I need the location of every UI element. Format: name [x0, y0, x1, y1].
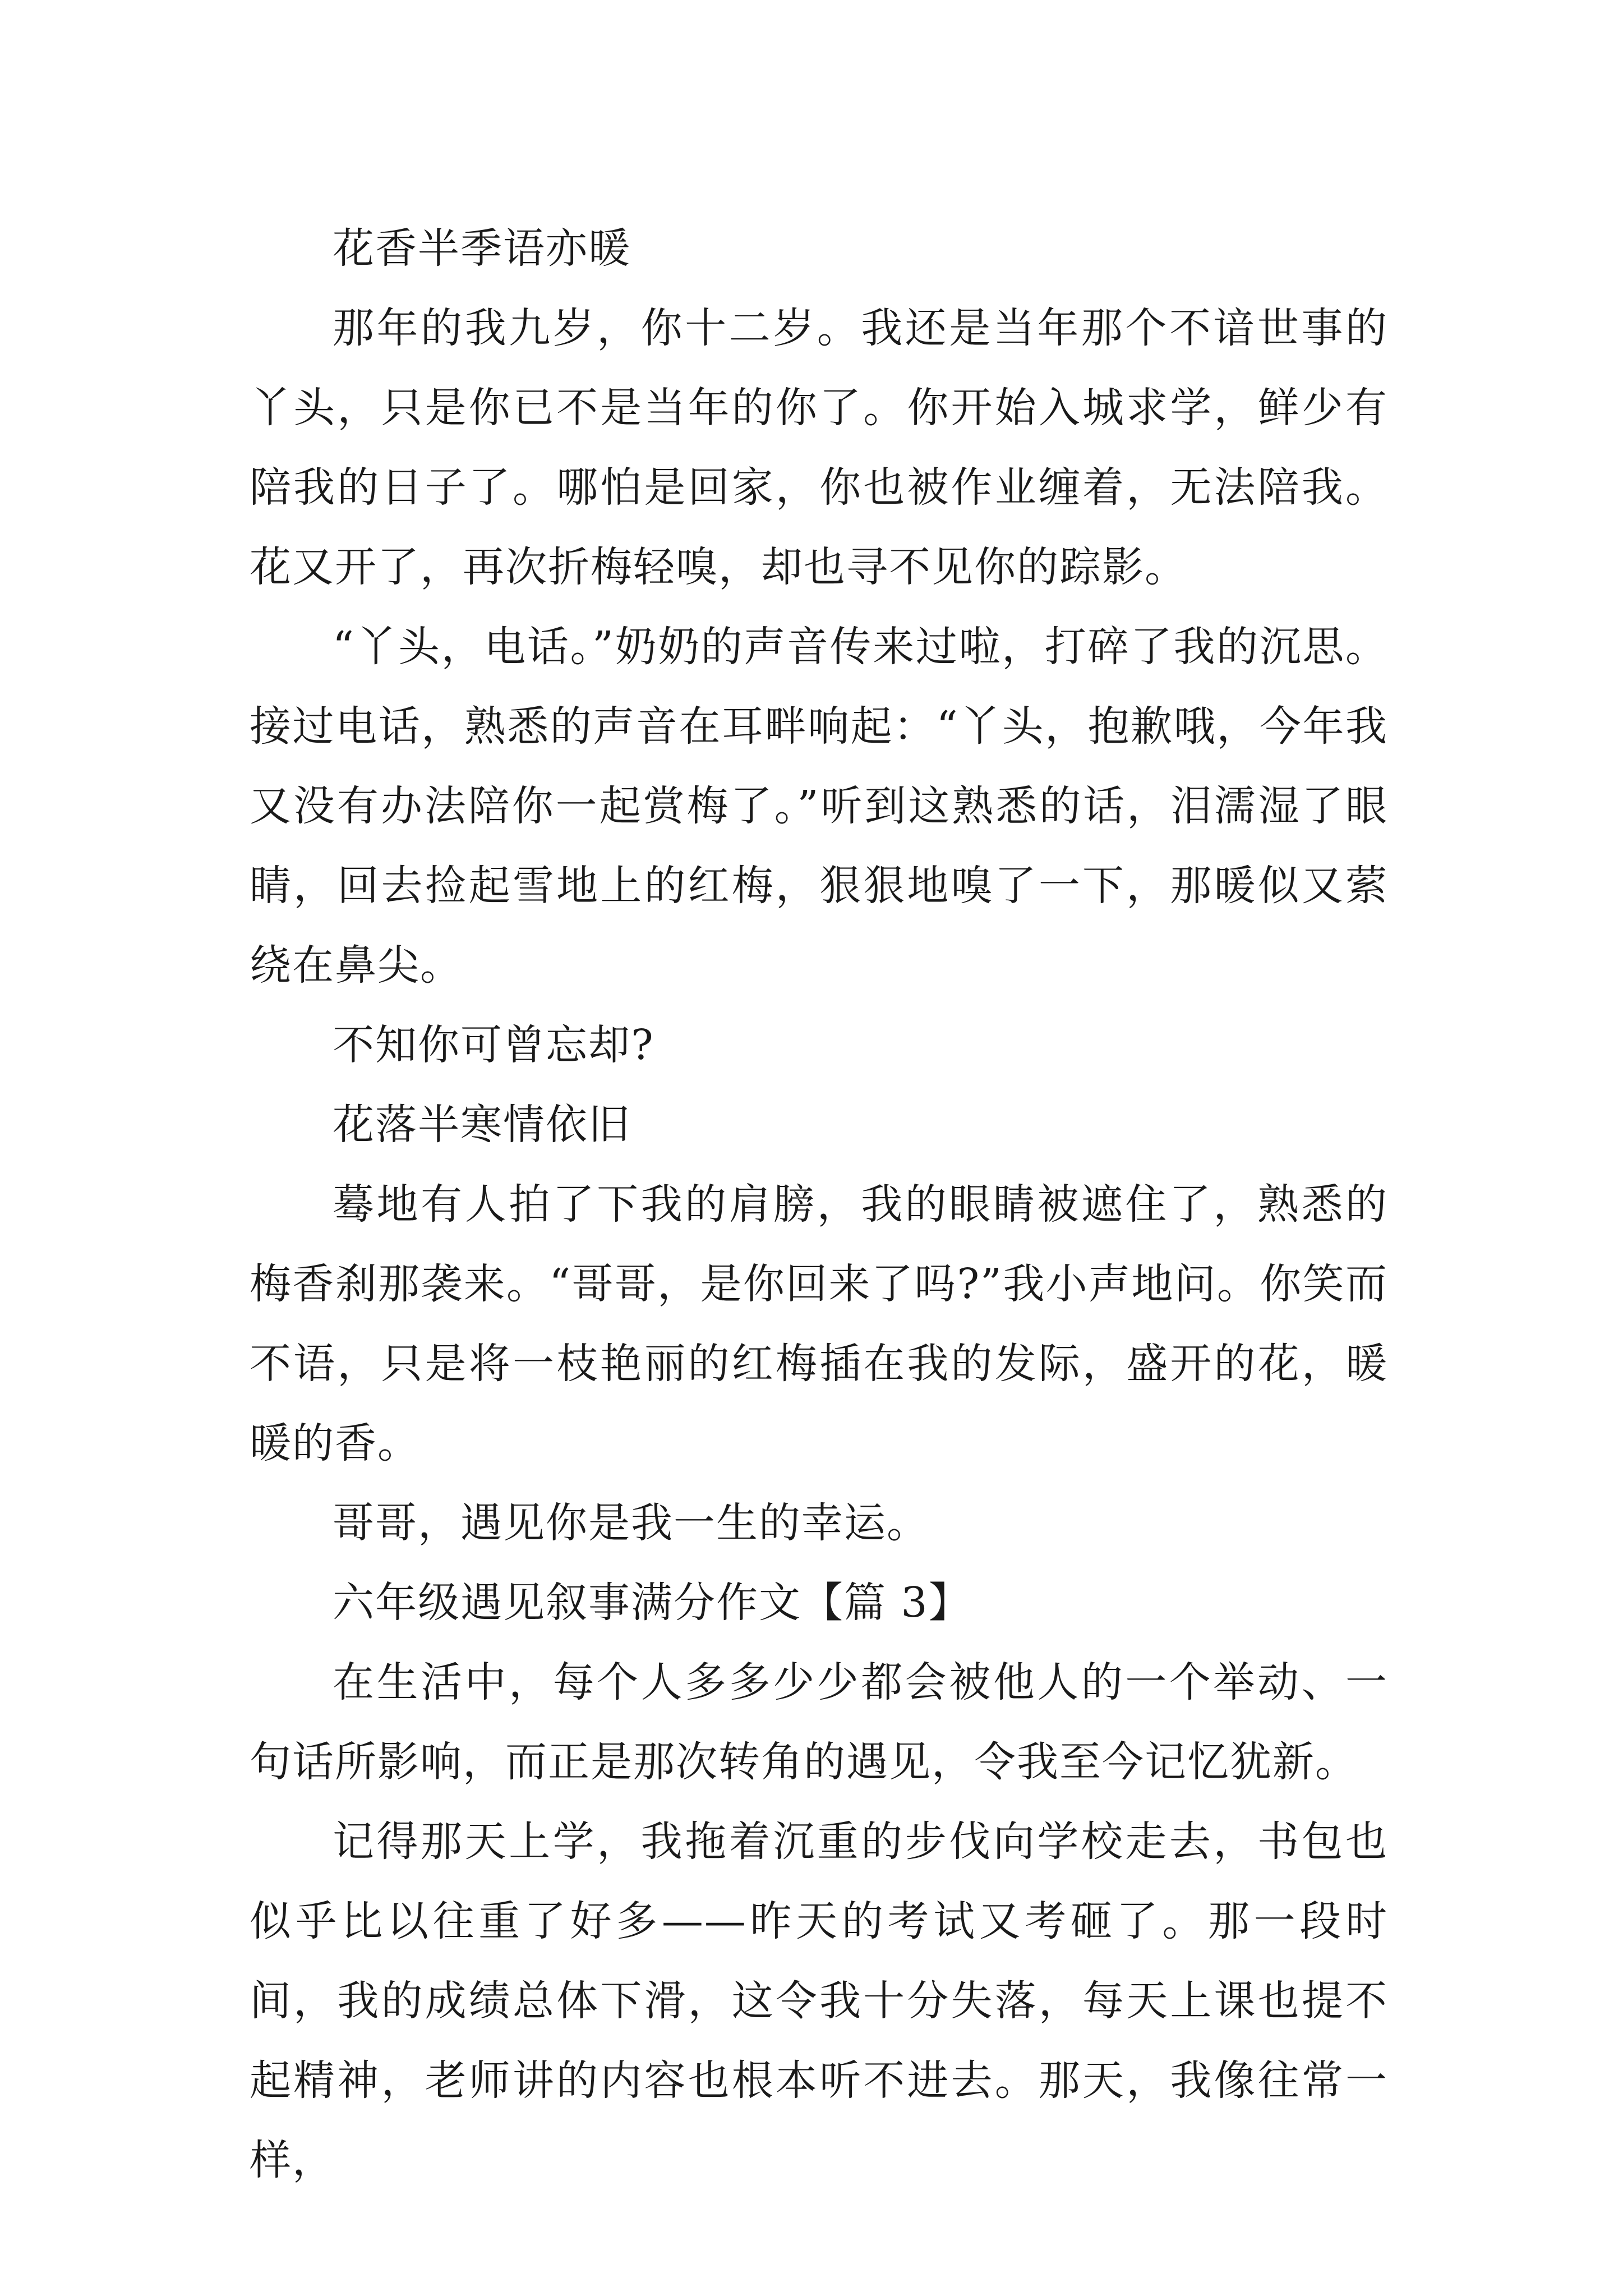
article-title: 六年级遇见叙事满分作文【篇 3】	[333, 1579, 971, 1627]
paragraph: 不知你可曾忘却?	[333, 1021, 654, 1069]
paragraph: 蓦地有人拍了下我的肩膀，我的眼睛被遮住了，熟悉的梅香刹那袭来。“哥哥，是你回来了吗?”我小声地问。你笑而不语，只是将一枝艳丽的红梅插在我的发际，盛开的花，暖暖的香。	[250, 1180, 1388, 1467]
paragraph: 记得那天上学，我拖着沉重的步伐向学校走去，书包也似乎比以往重了好多——昨天的考试又考砸了。那一段时间，我的成绩总体下滑，这令我十分失落，每天上课也提不起精神，老师讲的内容也根本听不进去。那天，我像往常一样，	[250, 1818, 1388, 2184]
document-body	[250, 209, 1388, 2200]
section-heading: 花落半寒情依旧	[333, 1101, 631, 1149]
paragraph: 那年的我九岁，你十二岁。我还是当年那个不谙世事的丫头，只是你已不是当年的你了。你开始入城求学，鲜少有陪我的日子了。哪怕是回家，你也被作业缠着，无法陪我。花又开了，再次折梅轻嗅，却也寻不见你的踪影。	[250, 304, 1388, 591]
paragraph: “丫头，电话。”奶奶的声音传来过啦，打碎了我的沉思。接过电话，熟悉的声音在耳畔响起：“丫头，抱歉哦，今年我又没有办法陪你一起赏梅了。”听到这熟悉的话，泪濡湿了眼睛，回去捡起雪地上的红梅，狠狠地嗅了一下，那暖似又萦绕在鼻尖。	[250, 623, 1388, 990]
paragraph: 在生活中，每个人多多少少都会被他人的一个举动、一句话所影响，而正是那次转角的遇见，令我至今记忆犹新。	[250, 1658, 1388, 1786]
section-heading: 花香半季语亦暖	[333, 224, 631, 273]
paragraph: 哥哥，遇见你是我一生的幸运。	[333, 1499, 929, 1547]
